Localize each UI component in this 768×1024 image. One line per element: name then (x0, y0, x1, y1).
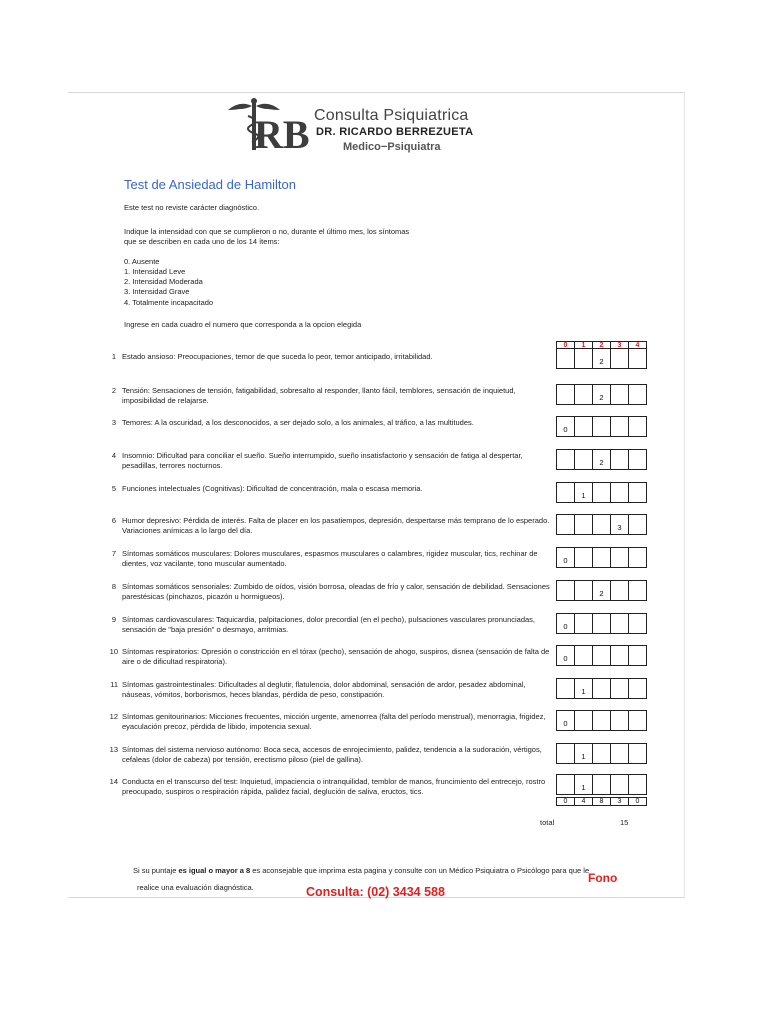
answer-cell[interactable] (610, 580, 629, 601)
answer-cell[interactable] (556, 774, 575, 795)
answer-cell[interactable] (574, 514, 593, 535)
footer-post: es aconsejable que imprima esta pagina y consulte con un Médico Psiquiatra o Psicólogo para que le (250, 866, 590, 875)
answer-cell[interactable] (556, 613, 575, 634)
answer-cell[interactable] (592, 416, 611, 437)
answer-row (557, 613, 647, 634)
question-number: 6 (111, 516, 116, 525)
answer-cell[interactable] (610, 645, 629, 666)
answer-cell[interactable] (574, 482, 593, 503)
question-text: Síntomas respiratorios: Opresión o constricción en el tórax (pecho), sensación de ahogo, suspiros, disnea (sensación de falta de aire o de dificultad respiratoria). (122, 647, 550, 666)
answer-cell[interactable] (556, 645, 575, 666)
answer-cell[interactable] (628, 449, 647, 470)
column-sum: 3 (610, 797, 629, 806)
footer-line-2: realice una evaluación diagnóstica. (137, 883, 254, 892)
answer-row (557, 482, 647, 503)
question-text: Síntomas somáticos musculares: Dolores musculares, espasmos musculares o calambres, rigidez muscular, tics, rechinar de dientes, voz vacilante, tono muscular aumentado. (122, 549, 538, 568)
column-sum: 0 (556, 797, 575, 806)
answer-cell[interactable] (574, 743, 593, 764)
answer-value: 0 (563, 556, 568, 565)
column-sum: 4 (574, 797, 593, 806)
answer-cell[interactable] (628, 645, 647, 666)
question-number: 11 (110, 680, 118, 689)
question-number: 7 (111, 549, 116, 558)
enter-prompt: Ingrese en cada cuadro el numero que corresponda a la opcion elegida (124, 320, 362, 329)
answer-cell[interactable] (556, 348, 575, 369)
answer-cell[interactable] (628, 678, 647, 699)
answer-cell[interactable] (628, 482, 647, 503)
answer-value: 0 (563, 622, 568, 631)
question-number: 13 (109, 745, 118, 754)
answer-cell[interactable] (628, 348, 647, 369)
question-number: 4 (111, 451, 116, 460)
consulta-phone[interactable]: Consulta: (02) 3434 588 (306, 885, 445, 899)
answer-cell[interactable] (592, 547, 611, 568)
answer-row (557, 449, 647, 470)
answer-cell[interactable] (610, 482, 629, 503)
top-divider (68, 92, 685, 93)
answer-value: 0 (563, 719, 568, 728)
answer-row (557, 547, 647, 568)
question-number: 12 (109, 712, 118, 721)
answer-row (557, 743, 647, 764)
question-text: Síntomas cardiovasculares: Taquicardia, palpitaciones, dolor precordial (en el pecho), pulsaciones vasculares pronunciadas, sensación de "baja presión" o desmayo, arritmias. (122, 615, 536, 634)
answer-cell[interactable] (592, 678, 611, 699)
answer-cell[interactable] (556, 482, 575, 503)
answer-cell[interactable] (574, 348, 593, 369)
scale-item: 0. Ausente (124, 257, 160, 266)
answer-cell[interactable] (628, 613, 647, 634)
answer-cell[interactable] (574, 613, 593, 634)
answer-value: 1 (581, 752, 586, 761)
answer-cell[interactable] (556, 449, 575, 470)
score-header-4: 4 (628, 341, 647, 349)
answer-row (557, 384, 647, 405)
answer-cell[interactable] (592, 514, 611, 535)
disclaimer: Este test no reviste carácter diagnóstico. (124, 203, 260, 212)
question-text: Funciones intelectuales (Cognitivas): Dificultad de concentración, mala o escasa memoria. (122, 484, 423, 493)
question-number: 10 (109, 647, 118, 656)
answer-cell[interactable] (628, 416, 647, 437)
total-label: total (540, 818, 555, 827)
answer-cell[interactable] (628, 580, 647, 601)
answer-cell[interactable] (610, 416, 629, 437)
question-text: Síntomas del sistema nervioso autónomo: Boca seca, accesos de enrojecimiento, palidez, tendencia a la sudoración, vértigos, cefaleas (dolor de cabeza) por tensión, erectismo piloso (piel de gallina). (122, 745, 542, 764)
answer-cell[interactable] (574, 645, 593, 666)
scale-item: 3. Intensidad Grave (124, 287, 190, 296)
question-text: Estado ansioso: Preocupaciones, temor de que suceda lo peor, temor anticipado, irritabilidad. (122, 352, 433, 361)
answer-cell[interactable] (610, 710, 629, 731)
answer-cell[interactable] (556, 710, 575, 731)
answer-cell[interactable] (556, 743, 575, 764)
answer-cell[interactable] (592, 613, 611, 634)
footer-pre: Si su puntaje (133, 866, 179, 875)
answer-value: 2 (599, 458, 604, 467)
answer-row (557, 580, 647, 601)
answer-cell[interactable] (628, 514, 647, 535)
answer-cell[interactable] (592, 710, 611, 731)
answer-cell[interactable] (574, 416, 593, 437)
score-header-0: 0 (556, 341, 575, 349)
question-number: 8 (111, 582, 116, 591)
answer-cell[interactable] (628, 710, 647, 731)
question-number: 3 (111, 418, 116, 427)
answer-value: 0 (563, 654, 568, 663)
column-sums (557, 797, 647, 806)
answer-cell[interactable] (610, 613, 629, 634)
answer-cell[interactable] (574, 547, 593, 568)
question-text: Tensión: Sensaciones de tensión, fatigabilidad, sobresalto al responder, llanto fácil, temblores, sensación de inquietud, imposibilidad de relajarse. (122, 386, 516, 405)
question-text: Síntomas somáticos sensoriales: Zumbido de oídos, visión borrosa, oleadas de frío y calor, sensación de debilidad. Sensaciones parestésicas (pinchazos, picazón u hormigueos). (122, 582, 550, 601)
answer-cell[interactable] (610, 348, 629, 369)
brand-role: Medico−Psiquiatra (343, 141, 441, 153)
question-text: Síntomas genitourinarios: Micciones frecuentes, micción urgente, amenorrea (falta del período menstrual), menorragia, frigidez, eyaculación precoz, pérdida de libido, impotencia sexual. (122, 712, 546, 731)
answer-value: 2 (599, 589, 604, 598)
answer-value: 2 (599, 393, 604, 402)
answer-cell[interactable] (592, 348, 611, 369)
answer-cell[interactable] (610, 774, 629, 795)
answer-cell[interactable] (592, 774, 611, 795)
answer-cell[interactable] (610, 743, 629, 764)
answer-cell[interactable] (556, 416, 575, 437)
answer-cell[interactable] (556, 514, 575, 535)
logo-monogram: RB (254, 112, 310, 157)
answer-row (557, 774, 647, 795)
answer-cell[interactable] (574, 449, 593, 470)
question-text: Síntomas gastrointestinales: Dificultades al deglutir, flatulencia, dolor abdominal, sensación de ardor, pesadez abdominal, náuseas, vómitos, borborismos, heces blandas, pérdida de peso, constipación. (122, 680, 526, 699)
answer-cell[interactable] (574, 580, 593, 601)
answer-cell[interactable] (592, 645, 611, 666)
answer-cell[interactable] (574, 384, 593, 405)
column-sum: 0 (628, 797, 647, 806)
answer-cell[interactable] (610, 547, 629, 568)
question-number: 2 (111, 386, 116, 395)
score-header-2: 2 (592, 341, 611, 349)
question-number: 14 (109, 777, 118, 786)
brand-title: Consulta Psiquiatrica (314, 107, 469, 124)
answer-cell[interactable] (628, 384, 647, 405)
column-sum: 8 (592, 797, 611, 806)
question-number: 9 (111, 615, 116, 624)
answer-row (557, 514, 647, 535)
instructions-line-2: que se describen en cada uno de los 14 ítems: (124, 237, 280, 246)
answer-cell[interactable] (610, 514, 629, 535)
answer-cell[interactable] (628, 774, 647, 795)
question-number: 1 (111, 352, 116, 361)
right-border (684, 92, 685, 898)
answer-value: 1 (581, 687, 586, 696)
scale-item: 2. Intensidad Moderada (124, 277, 203, 286)
answer-value: 0 (563, 425, 568, 434)
question-text: Temores: A la oscuridad, a los desconocidos, a ser dejado solo, a los animales, al tráfico, a las multitudes. (122, 418, 474, 427)
question-text: Insomnio: Dificultad para conciliar el sueño. Sueño interrumpido, sueño insatisfactorio y sensación de fatiga al despertar, pesadillas, terrores nocturnos. (122, 451, 523, 470)
question-text: Humor depresivo: Pérdida de interés. Falta de placer en los pasatiempos, depresión, despertarse más temprano de lo esperado. Variaciones anímicas a lo largo del día. (122, 516, 550, 535)
answer-cell[interactable] (574, 678, 593, 699)
answer-cell[interactable] (610, 384, 629, 405)
question-text: Conducta en el transcurso del test: Inquietud, impaciencia o intranquilidad, temblor de manos, fruncimiento del entrecejo, rostro preocupado, suspiros o respiración rápida, palidez facial, deglución de saliva, eructos, tics. (122, 777, 546, 796)
answer-row (557, 678, 647, 699)
score-header-1: 1 (574, 341, 593, 349)
answer-cell[interactable] (592, 449, 611, 470)
answer-cell[interactable] (592, 743, 611, 764)
answer-cell[interactable] (592, 482, 611, 503)
answer-cell[interactable] (556, 580, 575, 601)
answer-value: 1 (581, 783, 586, 792)
total-value: 15 (620, 818, 629, 827)
answer-cell[interactable] (592, 580, 611, 601)
answer-value: 1 (581, 491, 586, 500)
answer-cell[interactable] (556, 547, 575, 568)
answer-cell[interactable] (628, 547, 647, 568)
answer-cell[interactable] (592, 384, 611, 405)
answer-cell[interactable] (574, 710, 593, 731)
answer-cell[interactable] (556, 384, 575, 405)
question-number: 5 (111, 484, 116, 493)
answer-value: 2 (599, 357, 604, 366)
answer-cell[interactable] (556, 678, 575, 699)
answer-row (557, 645, 647, 666)
brand-doctor: DR. RICARDO BERREZUETA (316, 126, 474, 138)
scale-item: 4. Totalmente incapacitado (124, 298, 214, 307)
answer-cell[interactable] (574, 774, 593, 795)
answer-row (557, 710, 647, 731)
score-header-3: 3 (610, 341, 629, 349)
test-title: Test de Ansiedad de Hamilton (124, 177, 296, 192)
answer-value: 3 (617, 523, 622, 532)
scale-item: 1. Intensidad Leve (124, 267, 186, 276)
answer-row (557, 348, 647, 369)
footer-threshold: es igual o mayor a 8 (178, 866, 251, 875)
answer-cell[interactable] (610, 449, 629, 470)
caduceus-logo-icon (226, 96, 310, 157)
answer-cell[interactable] (610, 678, 629, 699)
instructions-line-1: Indique la intensidad con que se cumplieron o no, durante el último mes, los síntomas (124, 227, 410, 236)
answer-row (557, 416, 647, 437)
fono-label: Fono (588, 871, 618, 885)
answer-cell[interactable] (628, 743, 647, 764)
